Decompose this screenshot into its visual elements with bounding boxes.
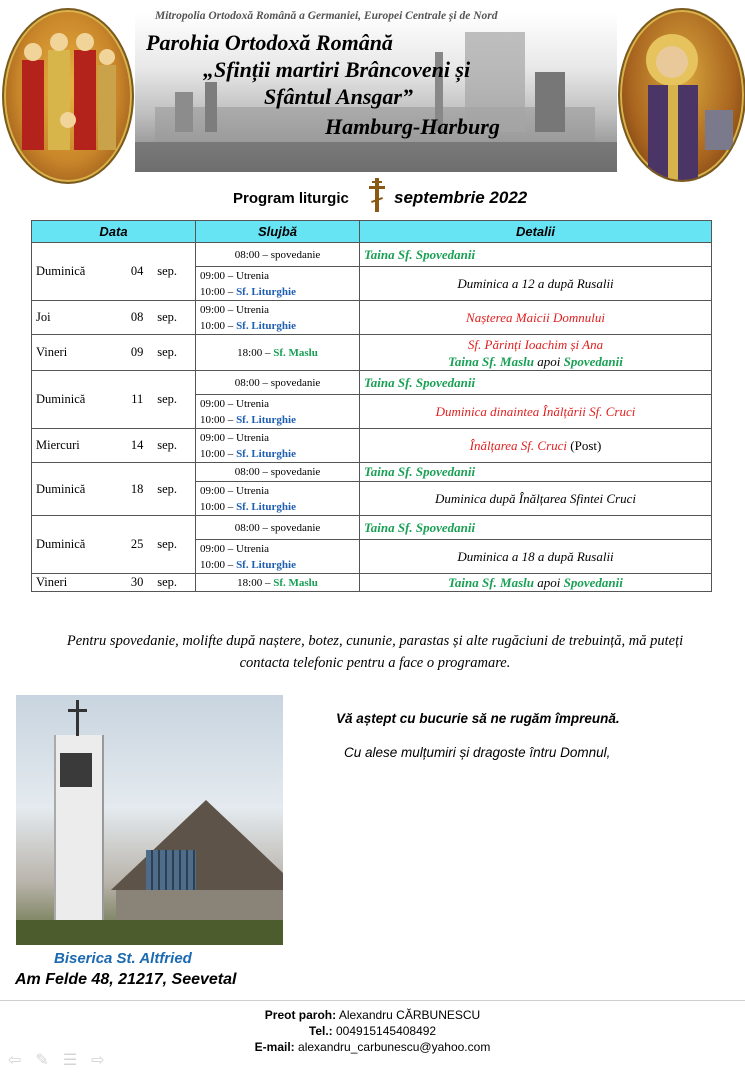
saints-icon-left: [2, 8, 134, 184]
month-abbr: sep.: [157, 392, 178, 406]
month-abbr: sep.: [157, 345, 178, 359]
church-photo: [16, 695, 283, 945]
service-time: 18:00 –: [237, 576, 271, 589]
month-abbr: sep.: [157, 438, 178, 452]
details-cell: Duminica a 18 a după Rusalii: [360, 540, 712, 574]
service-cell: [196, 540, 360, 574]
day-number: 09: [130, 345, 144, 359]
service-cell: [196, 429, 360, 463]
menu-icon[interactable]: ☰: [62, 1052, 78, 1069]
details-text: Taina Sf. Maslu: [448, 574, 534, 590]
email-label: E-mail:: [254, 1040, 295, 1054]
cross-icon: [366, 176, 388, 219]
program-month: septembrie 2022: [394, 188, 528, 207]
day-number: 14: [130, 438, 144, 452]
day-number: 18: [130, 481, 144, 496]
service-time: 10:00 –: [200, 447, 234, 460]
details-text: Taina Sf. Spovedanii: [364, 374, 476, 390]
table-row: [32, 335, 712, 371]
table-row: [32, 463, 712, 482]
service-cell: [196, 267, 360, 301]
viewer-toolbar: [8, 1050, 105, 1070]
service-time: 18:00 –: [237, 346, 271, 359]
maslu-label: Sf. Maslu: [273, 576, 318, 589]
month-abbr: sep.: [157, 264, 178, 278]
details-text: Taina Sf. Spovedanii: [364, 519, 476, 535]
schedule-table: [31, 220, 712, 592]
liturgy-label: Sf. Liturghie: [236, 413, 296, 426]
parish-title-line3: Sfântul Ansgar”: [264, 84, 413, 109]
service-cell: [196, 395, 360, 429]
day-name: Vineri: [36, 575, 68, 589]
details-text: (Post): [570, 437, 602, 453]
column-header: Data: [32, 221, 196, 243]
service-time: 09:00 – Utrenia: [200, 542, 270, 555]
details-text: Sf. Părinți Ioachim și Ana: [467, 336, 604, 352]
phone-number: 004915145408492: [336, 1024, 437, 1038]
divider: [0, 1000, 745, 1001]
church-address: Am Felde 48, 21217, Seevetal: [15, 971, 237, 988]
details-cell: [360, 243, 712, 267]
liturgy-label: Sf. Liturghie: [236, 500, 296, 513]
service-cell: 08:00 – spovedanie: [196, 463, 360, 482]
details-text: Înălțarea Sf. Cruci: [469, 437, 568, 453]
church-roof: [111, 800, 283, 890]
details-text: apoi: [537, 353, 561, 369]
details-text: Taina Sf. Spovedanii: [364, 464, 476, 479]
service-cell: [196, 574, 360, 592]
parish-city: Hamburg-Harburg: [325, 114, 500, 139]
date-cell: [32, 574, 196, 592]
service-time: 10:00 –: [200, 285, 234, 298]
parish-title-line2: „Sfinții martiri Brâncoveni și: [203, 57, 471, 82]
details-text: Taina Sf. Spovedanii: [364, 246, 476, 262]
month-abbr: sep.: [157, 310, 178, 324]
service-cell: 08:00 – spovedanie: [196, 243, 360, 267]
details-text: apoi: [537, 574, 561, 590]
metropolis-heading: Mitropolia Ortodoxă Română a Germaniei, Europei Centrale și de Nord: [155, 10, 498, 22]
service-time: 10:00 –: [200, 558, 234, 571]
date-cell: [32, 301, 196, 335]
day-name: Miercuri: [36, 438, 80, 452]
forward-arrow-icon[interactable]: ⇨: [91, 1052, 105, 1069]
column-header: Slujbă: [196, 221, 360, 243]
date-cell: [32, 429, 196, 463]
day-number: 25: [130, 537, 144, 551]
month-abbr: sep.: [157, 575, 178, 589]
column-header: Detalii: [360, 221, 712, 243]
back-arrow-icon[interactable]: ⇦: [8, 1052, 22, 1069]
service-time: 10:00 –: [200, 413, 234, 426]
service-time: 10:00 –: [200, 319, 234, 332]
service-time: 10:00 –: [200, 500, 234, 513]
date-cell: [32, 243, 196, 301]
liturgy-label: Sf. Liturghie: [236, 447, 296, 460]
service-time: 09:00 – Utrenia: [200, 303, 270, 316]
day-number: 11: [131, 392, 144, 406]
table-row: [32, 429, 712, 463]
date-cell: [32, 463, 196, 516]
table-header-row: [32, 221, 712, 243]
details-cell: [360, 371, 712, 395]
service-cell: [196, 335, 360, 371]
service-cell: 08:00 – spovedanie: [196, 516, 360, 540]
table-row: [32, 301, 712, 335]
details-cell: [360, 429, 712, 463]
details-cell: Duminica dinaintea Înălțării Sf. Cruci: [360, 395, 712, 429]
day-name: Duminică: [36, 537, 86, 551]
day-name: Vineri: [36, 345, 68, 359]
liturgy-label: Sf. Liturghie: [236, 285, 296, 298]
details-cell: [360, 516, 712, 540]
priest-name: Alexandru CĂRBUNESCU: [338, 1008, 481, 1022]
parish-title: Parohia Ortodoxă Română: [146, 30, 393, 55]
maslu-label: Sf. Maslu: [273, 346, 318, 359]
day-number: 04: [130, 264, 144, 278]
invitation-line: Vă aștept cu bucurie să ne rugăm împreună.: [336, 711, 620, 726]
day-name: Joi: [36, 310, 51, 324]
day-name: Duminică: [36, 392, 86, 406]
service-cell: 08:00 – spovedanie: [196, 371, 360, 395]
date-cell: [32, 335, 196, 371]
cross-icon: [76, 700, 79, 736]
saint-ansgar-icon: [618, 8, 745, 182]
appointment-note: Pentru spovedanie, molifte după naștere, botez, cununie, parastas și alte rugăciuni de trebuință, mă puteți contacta telefonic pentru a face o programare.: [66, 633, 684, 671]
details-cell: Duminica după Înălțarea Sfintei Cruci: [360, 482, 712, 516]
details-text: Spovedanii: [563, 353, 623, 369]
month-abbr: sep.: [157, 537, 178, 551]
table-row: [32, 574, 712, 592]
service-time: 09:00 – Utrenia: [200, 269, 270, 282]
details-cell: Duminica a 12 a după Rusalii: [360, 267, 712, 301]
day-name: Duminică: [36, 264, 86, 278]
closing-line: Cu alese mulțumiri și dragoste întru Domnul,: [344, 745, 611, 760]
table-row: [32, 243, 712, 267]
day-name: Duminică: [36, 481, 86, 496]
details-cell: [360, 574, 712, 592]
date-cell: [32, 516, 196, 574]
pencil-icon[interactable]: ✎: [35, 1052, 49, 1069]
liturgy-label: Sf. Liturghie: [236, 319, 296, 332]
church-name: Biserica St. Altfried: [54, 950, 192, 967]
service-time: 09:00 – Utrenia: [200, 431, 270, 444]
details-cell: [360, 335, 712, 371]
service-time: 09:00 – Utrenia: [200, 397, 270, 410]
date-cell: [32, 371, 196, 429]
service-time: 09:00 – Utrenia: [200, 484, 270, 497]
program-label: Program liturgic: [233, 190, 349, 207]
table-row: [32, 371, 712, 395]
service-cell: [196, 482, 360, 516]
details-text: Spovedanii: [563, 574, 623, 590]
details-cell: Nașterea Maicii Domnului: [360, 301, 712, 335]
table-row: [32, 516, 712, 540]
priest-label: Preot paroh:: [264, 1008, 337, 1022]
contact-block: [0, 1007, 745, 1055]
day-number: 30: [130, 575, 144, 589]
day-number: 08: [130, 310, 144, 324]
service-cell: [196, 301, 360, 335]
email-link[interactable]: alexandru_carbunescu@yahoo.com: [298, 1040, 491, 1054]
details-cell: [360, 463, 712, 482]
liturgy-label: Sf. Liturghie: [236, 558, 296, 571]
details-text: Taina Sf. Maslu: [448, 353, 534, 369]
tel-label: Tel.:: [308, 1024, 333, 1038]
month-abbr: sep.: [157, 481, 178, 496]
